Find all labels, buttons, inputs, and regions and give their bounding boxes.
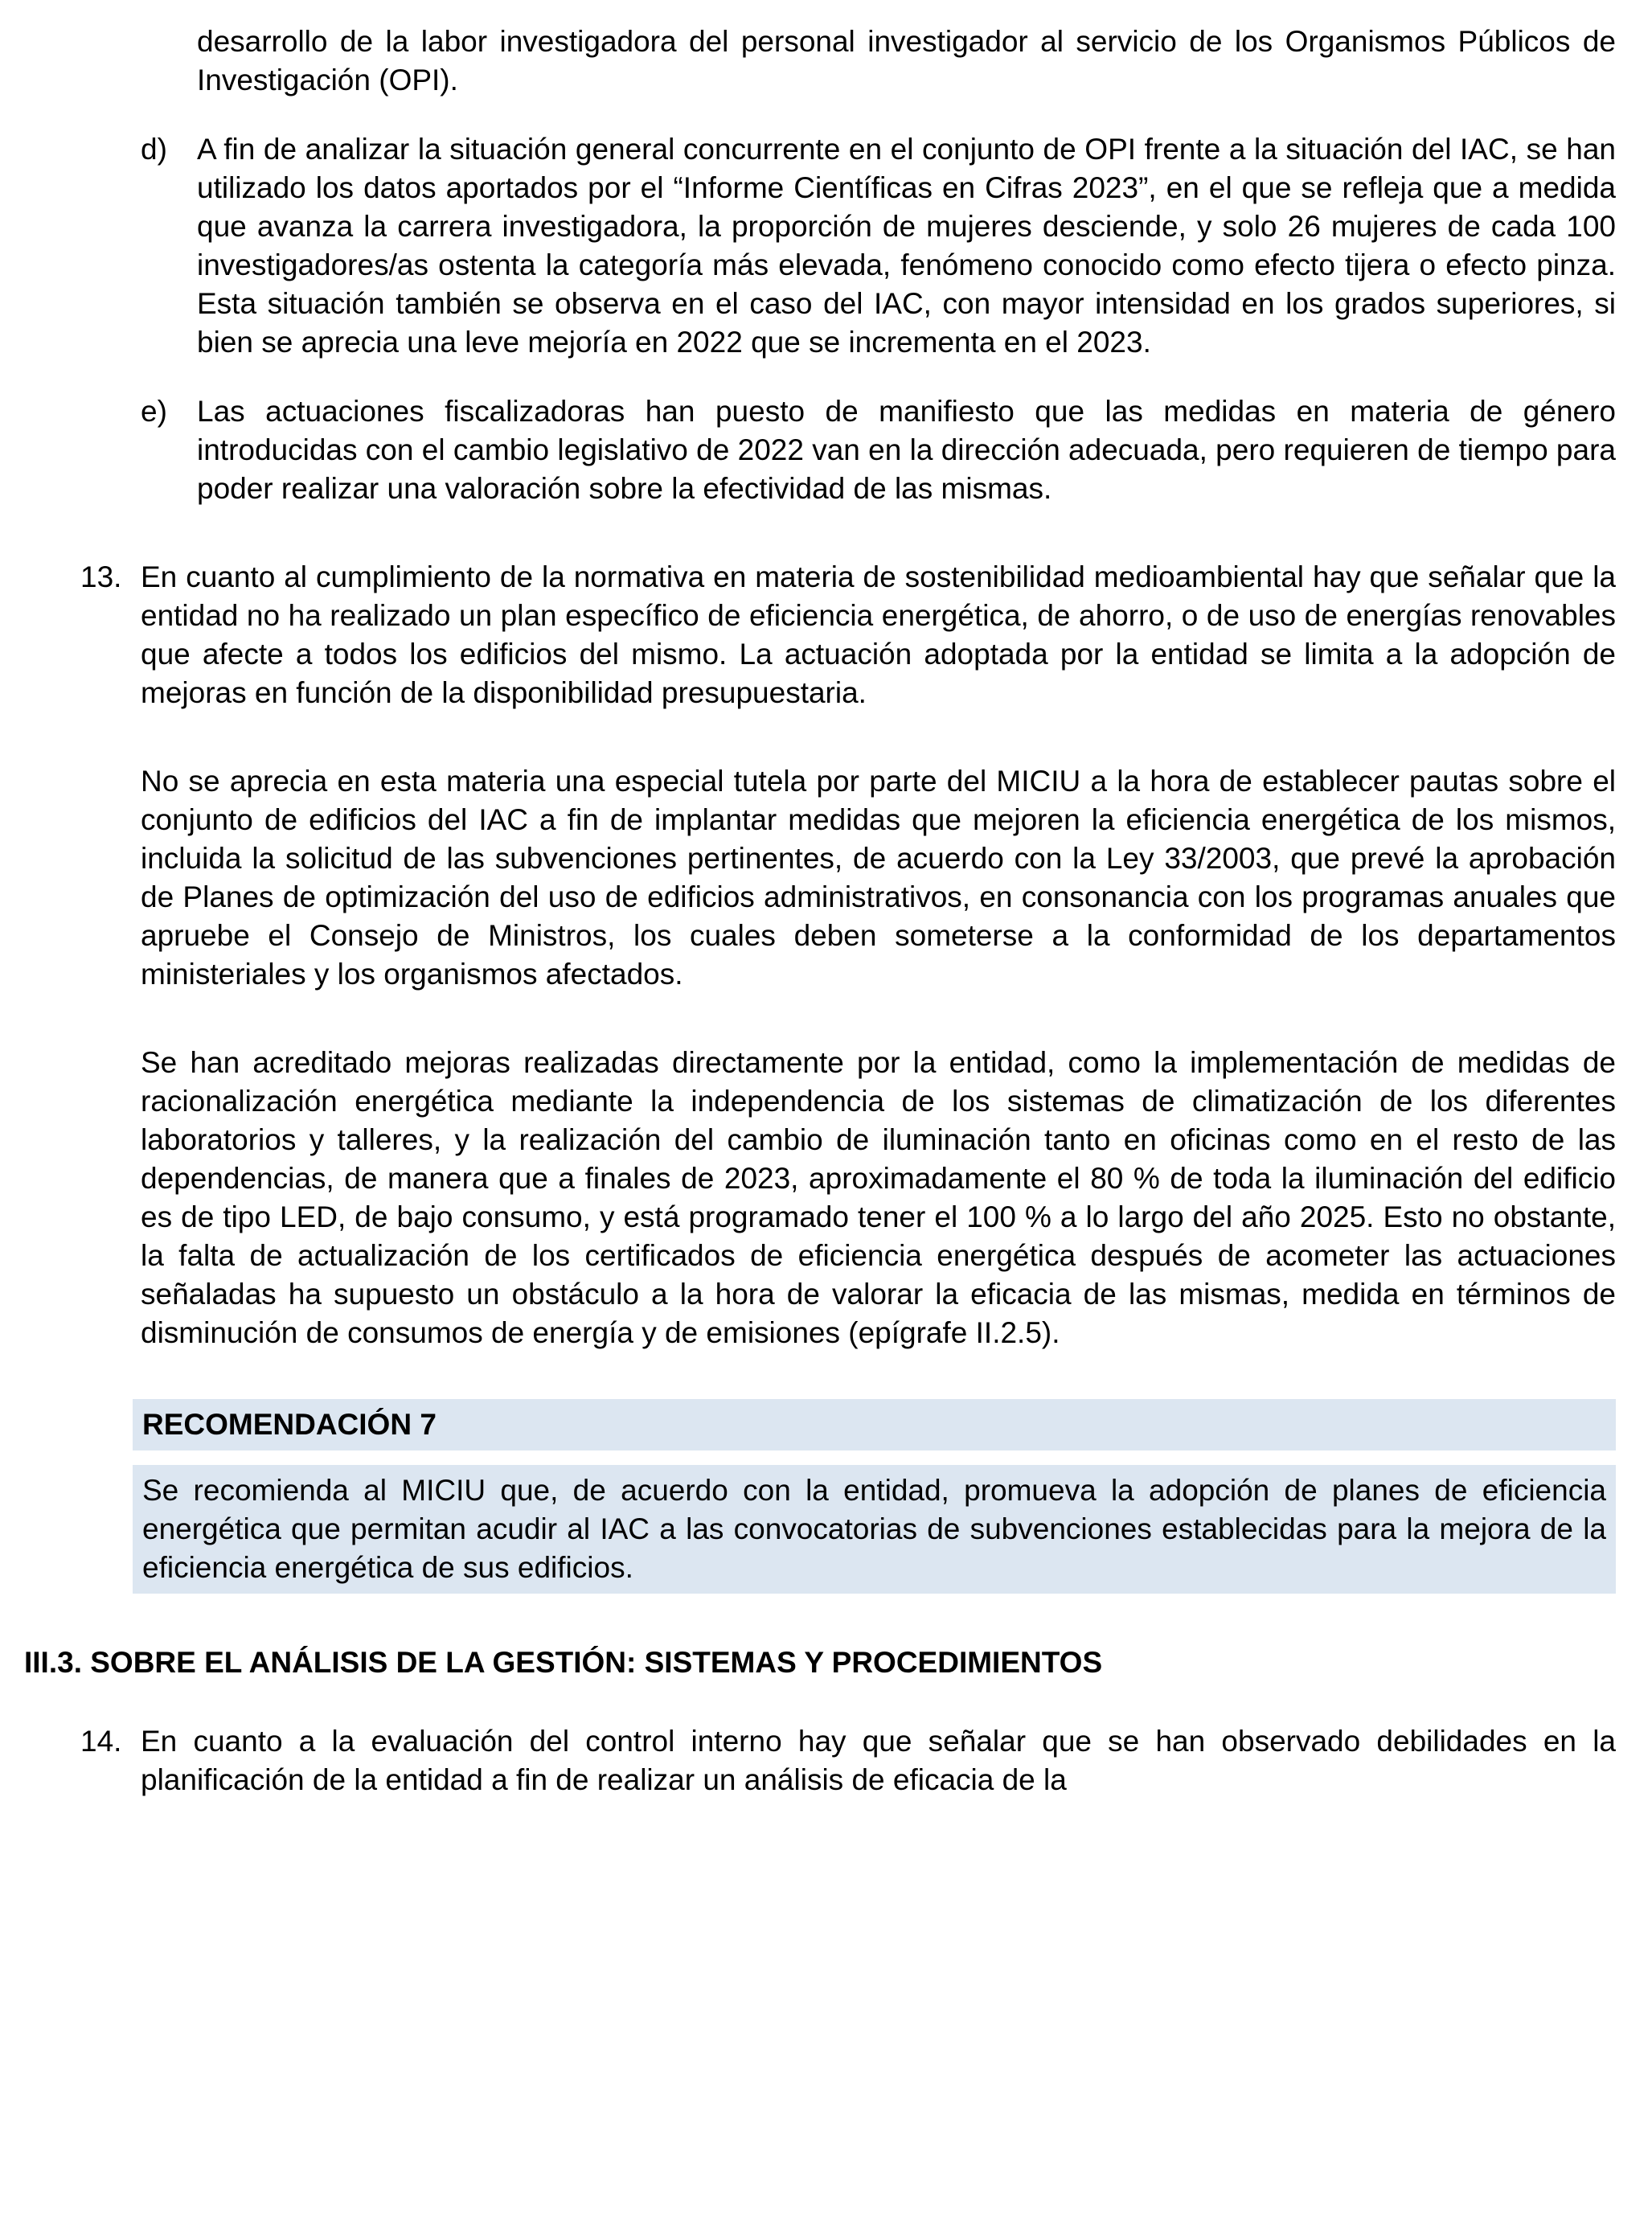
list-item-d-label: d) [141,133,167,166]
numbered-item-14-text: En cuanto a la evaluación del control interno hay que señalar que se han observado debilidades en la planificación de la entidad a fin de realizar un análisis de eficacia de la [141,1725,1616,1796]
list-item-e [141,392,1616,508]
numbered-item-13 [80,558,1616,712]
list-item-e-text: Las actuaciones fiscalizadoras han puesto de manifiesto que las medidas en materia de género introducidas con el cambio legislativo de 2022 van en la dirección adecuada, pero requieren de tiempo para poder realizar una valoración sobre la efectividad de las mismas. [197,395,1616,505]
section-heading-iii-3: III.3. SOBRE EL ANÁLISIS DE LA GESTIÓN: SISTEMAS Y PROCEDIMIENTOS [24,1646,1103,1679]
paragraph-intro-continuation: desarrollo de la labor investigadora del personal investigador al servicio de los Organismos Públicos de Investigación (OPI). [197,25,1616,96]
paragraph-13-sub-1: No se aprecia en esta materia una especial tutela por parte del MICIU a la hora de establecer pautas sobre el conjunto de edificios del IAC a fin de implantar medidas que mejoren la eficiencia energética de los mismos, incluida la solicitud de las subvenciones pertinentes, de acuerdo con la Ley 33/2003, que prevé la aprobación de Planes de optimización del uso de edificios administrativos, en consonancia con los programas anuales que apruebe el Consejo de Ministros, los cuales deben someterse a la conformidad de los departamentos ministeriales y los organismos afectados. [141,765,1616,991]
numbered-item-14 [80,1722,1616,1799]
list-item-e-label: e) [141,395,167,428]
recommendation-box [133,1399,1616,1594]
paragraph-13-sub-2: Se han acreditado mejoras realizadas directamente por la entidad, como la implementación de medidas de racionalización energética mediante la independencia de los sistemas de climatización de los diferentes laboratorios y talleres, y la realización del cambio de iluminación tanto en oficinas como en el resto de las dependencias, de manera que a finales de 2023, aproximadamente el 80 % de toda la iluminación del edificio es de tipo LED, de bajo consumo, y está programado tener el 100 % a lo largo del año 2025. Esto no obstante, la falta de actualización de los certificados de eficiencia energética después de acometer las actuaciones señaladas ha supuesto un obstáculo a la hora de valorar la eficacia de las mismas, medida en términos de disminución de consumos de energía y de emisiones (epígrafe II.2.5). [141,1046,1616,1349]
recommendation-gap [133,1450,1616,1465]
list-item-d [141,130,1616,362]
recommendation-body: Se recomienda al MICIU que, de acuerdo con la entidad, promueva la adopción de planes de eficiencia energética que permitan acudir al IAC a las convocatorias de subvenciones establecidas para la mejora de la eficiencia energética de sus edificios. [133,1465,1616,1594]
numbered-item-13-label: 13. [80,560,122,593]
list-item-d-text: A fin de analizar la situación general concurrente en el conjunto de OPI frente a la situación del IAC, se han utilizado los datos aportados por el “Informe Científicas en Cifras 2023”, en el que se refleja que a medida que avanza la carrera investigadora, la proporción de mujeres desciende, y solo 26 mujeres de cada 100 investigadores/as ostenta la categoría más elevada, fenómeno conocido como efecto tijera o efecto pinza. Esta situación también se observa en el caso del IAC, con mayor intensidad en los grados superiores, si bien se aprecia una leve mejoría en 2022 que se incrementa en el 2023. [197,133,1616,359]
numbered-item-14-label: 14. [80,1725,122,1758]
recommendation-title: RECOMENDACIÓN 7 [133,1399,1616,1450]
numbered-item-13-text: En cuanto al cumplimiento de la normativa en materia de sostenibilidad medioambiental hay que señalar que la entidad no ha realizado un plan específico de eficiencia energética, de ahorro, o de uso de energías renovables que afecte a todos los edificios del mismo. La actuación adoptada por la entidad se limita a la adopción de mejoras en función de la disponibilidad presupuestaria. [141,560,1616,709]
